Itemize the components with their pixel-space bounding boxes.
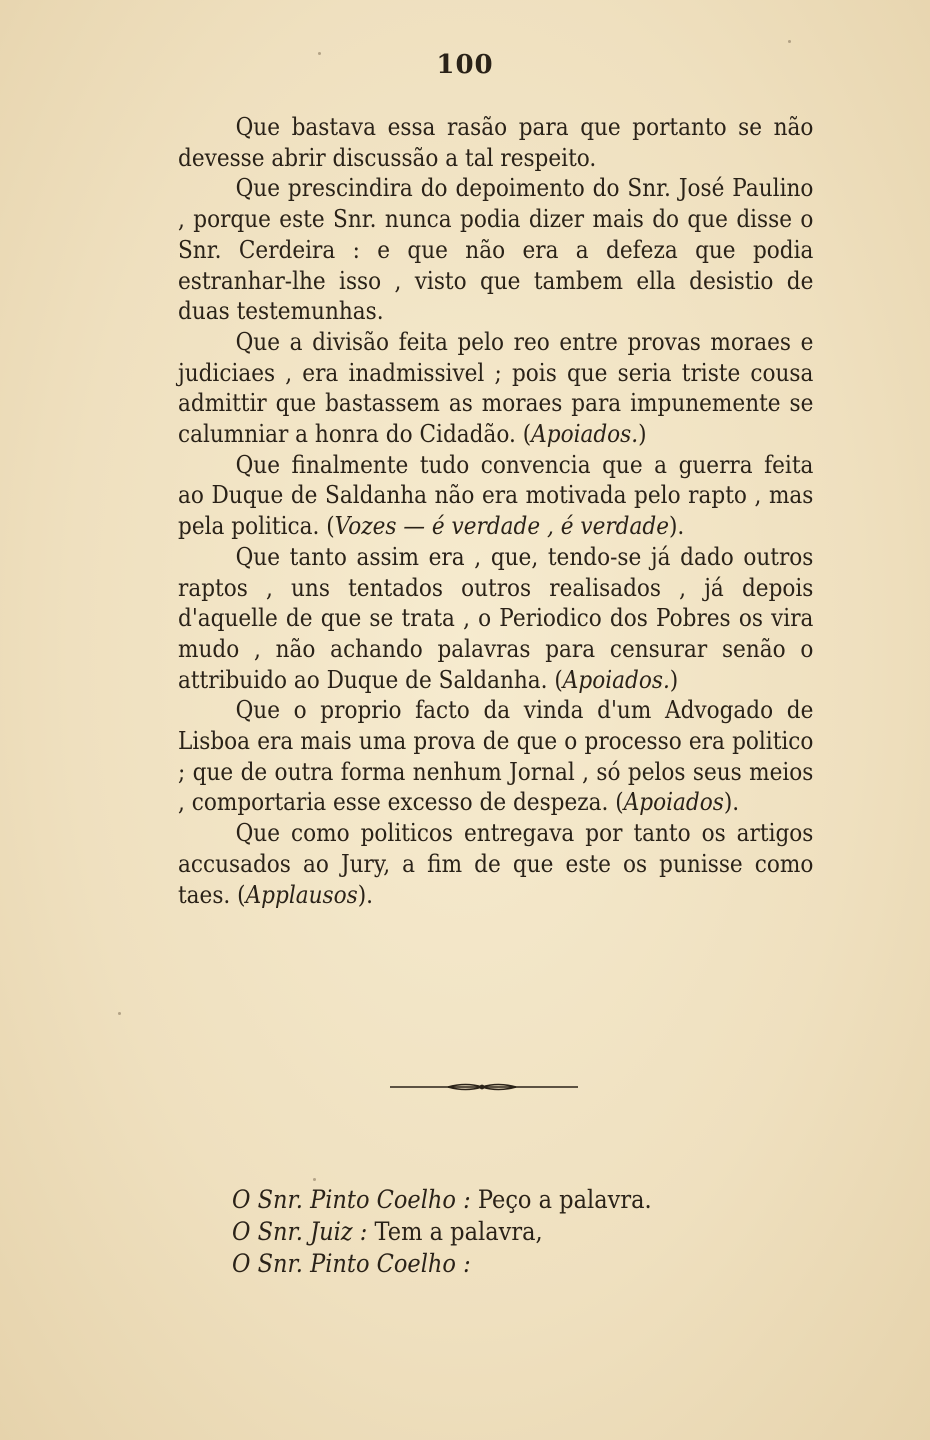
- paper-speck: [788, 40, 791, 43]
- page-number: 100: [436, 50, 494, 80]
- paragraph-italic: Applausos: [245, 880, 358, 909]
- paragraph-italic: Apoiados.: [531, 420, 639, 449]
- speech-text: Peço a palavra.: [477, 1185, 652, 1214]
- paragraph-text: Que tanto assim era , que, tendo-se já dado outros raptos , uns tentados outros realisados , já depois d'aquelle de que se trata , o Periodico dos Pobres os vira mudo , não achando palavras para censurar senão o attribuido ao Duque de Saldanha. (: [178, 542, 814, 694]
- paragraph-text: Que prescindira do depoimento do Snr. José Paulino , porque este Snr. nunca podia dizer mais do que disse o Snr. Cerdeira : e que não era a defeza que podia estranhar-lhe isso , visto que tambem ella desistio de duas testemunhas.: [178, 174, 814, 326]
- speaker-name: O Snr. Juiz :: [232, 1217, 368, 1246]
- dialogue-line: [232, 1184, 652, 1216]
- paragraph: [178, 327, 813, 450]
- paragraph: [178, 695, 813, 818]
- speaker-name: O Snr. Pinto Coelho :: [232, 1249, 471, 1278]
- paragraph-after: ): [638, 420, 647, 449]
- paragraph-text: Que como politicos entregava por tanto os artigos accusados ao Jury, a fim de que este os punisse como taes. (: [178, 819, 814, 909]
- dialogue-line: [232, 1216, 652, 1248]
- paragraph-after: ): [669, 665, 679, 694]
- paragraph-after: ).: [723, 788, 740, 817]
- paragraph-text: Que finalmente tudo convencia que a guerra feita ao Duque de Saldanha não era motivada pelo rapto , mas pela politica. (: [178, 450, 814, 541]
- dialogue-block: [232, 1184, 652, 1280]
- speech-text: Tem a palavra,: [374, 1217, 543, 1246]
- paragraph-after: ).: [668, 512, 685, 541]
- paragraph-after: ).: [357, 880, 374, 909]
- section-divider-ornament: [390, 1082, 578, 1092]
- paper-speck: [318, 52, 321, 55]
- body-text: [178, 112, 813, 910]
- paper-speck: [313, 1178, 316, 1181]
- speaker-name: O Snr. Pinto Coelho :: [232, 1185, 471, 1214]
- paragraph-italic: Apoiados.: [562, 665, 670, 694]
- paragraph: [178, 112, 813, 173]
- paragraph: [178, 542, 813, 696]
- paragraph-text: Que bastava essa rasão para que portanto se não devesse abrir discussão a tal respeito.: [178, 113, 814, 172]
- paragraph: [178, 818, 813, 910]
- paragraph-text: Que o proprio facto da vinda d'um Advogado de Lisboa era mais uma prova de que o processo era politico ; que de outra forma nenhum Jornal , só pelos seus meios , comportaria esse excesso de despeza. (: [178, 696, 814, 817]
- paragraph: [178, 173, 813, 327]
- paper-speck: [118, 1012, 121, 1015]
- paragraph: [178, 450, 813, 542]
- paragraph-italic: Apoiados: [623, 788, 724, 817]
- paragraph-text: Que a divisão feita pelo reo entre provas moraes e judiciaes , era inadmissivel ; pois que seria triste cousa admittir que bastassem as moraes para impunemente se calumniar a honra do Cidadão. (: [178, 327, 814, 449]
- dialogue-line: [232, 1248, 652, 1280]
- paragraph-italic: Vozes — é verdade , é verdade: [334, 512, 669, 541]
